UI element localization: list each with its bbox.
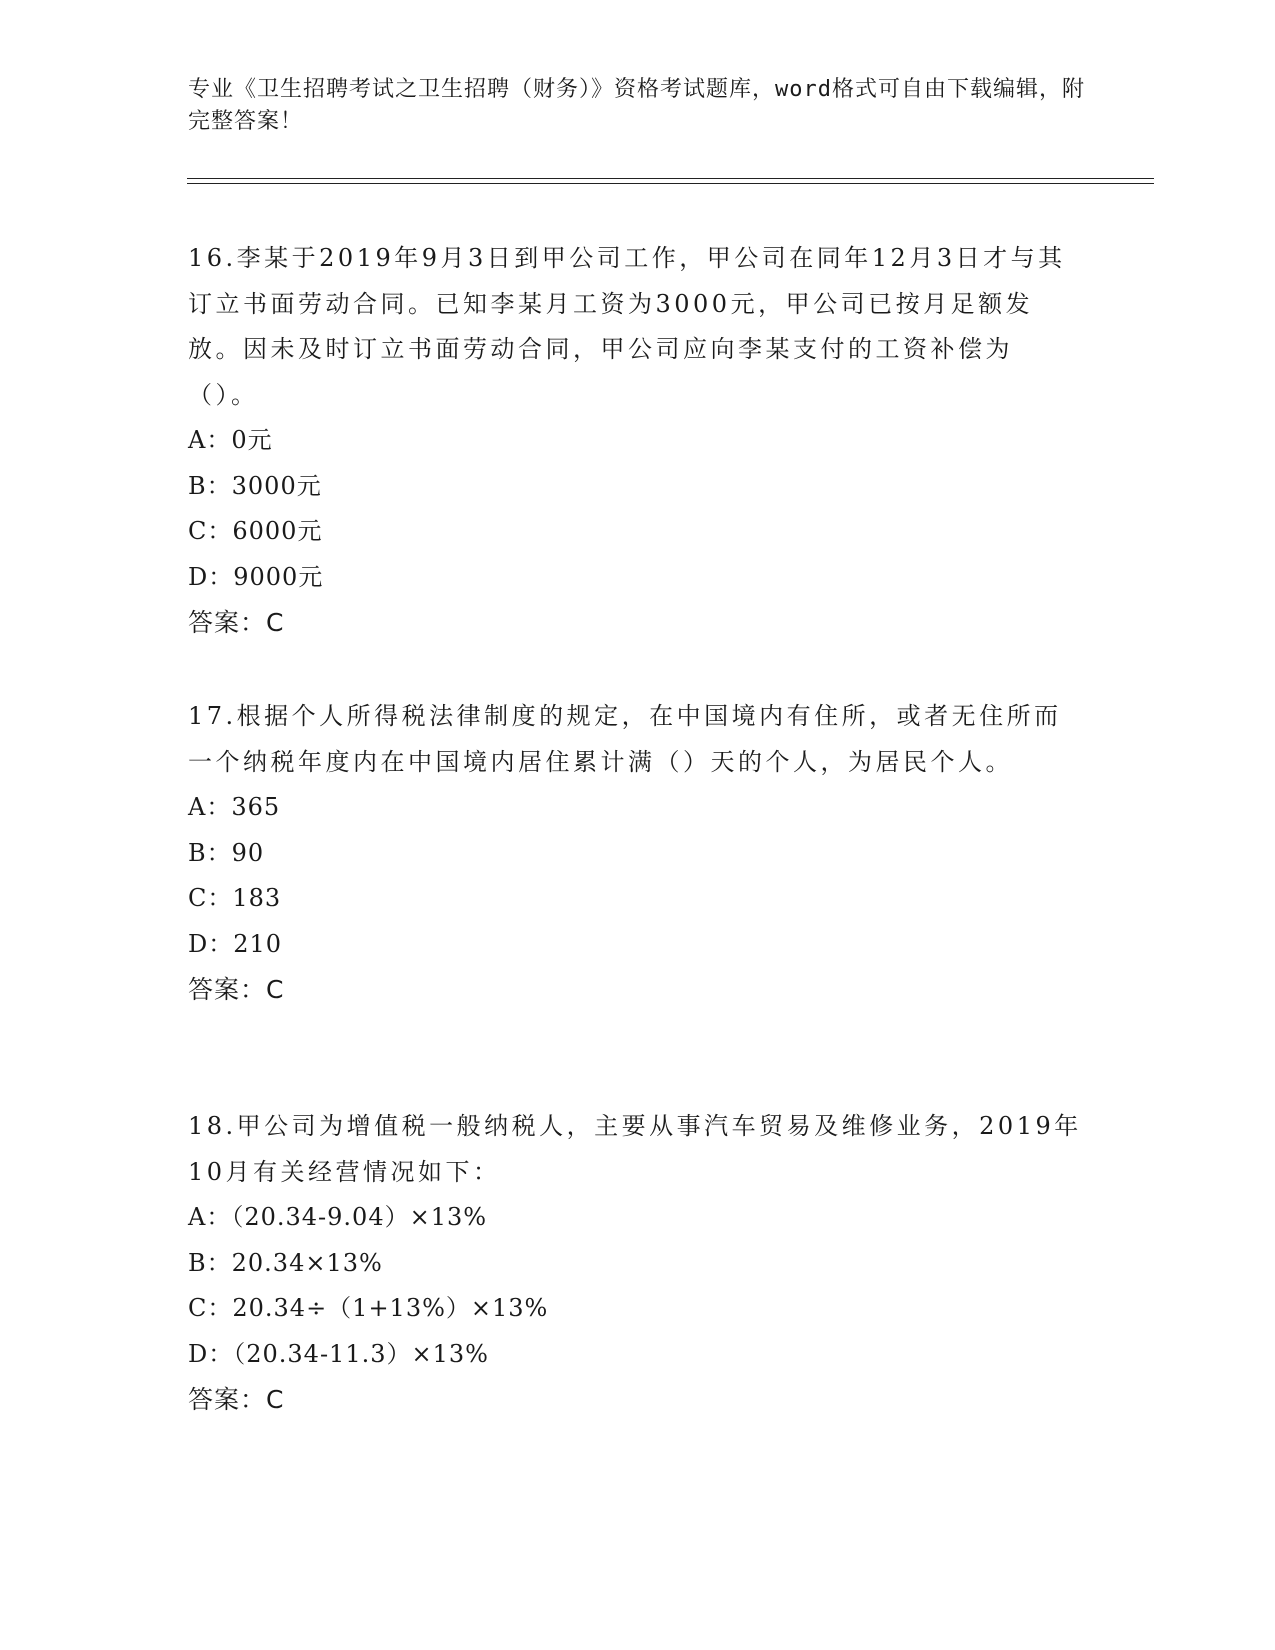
option-d: D：（20.34-11.3）×13%	[188, 1339, 489, 1368]
option-c: C：20.34÷（1+13%）×13%	[188, 1294, 549, 1322]
header-text: 专业《卫生招聘考试之卫生招聘（财务）》资格考试题库，word格式可自由下载编辑，附完整答案！	[188, 77, 1085, 134]
option-a: A：0元	[188, 426, 273, 454]
answer-line: 答案：C	[188, 1385, 285, 1414]
question-17	[188, 694, 1083, 1013]
answer-line: 答案：C	[188, 608, 285, 637]
answer-line: 答案：C	[188, 975, 285, 1004]
option-d: D：210	[188, 929, 283, 958]
option-c: C：183	[188, 884, 282, 912]
option-b: B：20.34×13%	[188, 1248, 383, 1277]
question-stem: 18.甲公司为增值税一般纳税人，主要从事汽车贸易及维修业务，2019年10月有关经营情况如下：	[188, 1112, 1082, 1186]
header-divider-top	[187, 178, 1154, 179]
option-a: A：365	[188, 793, 281, 821]
option-b: B：3000元	[188, 471, 322, 500]
question-18	[188, 1104, 1083, 1423]
question-stem: 16.李某于2019年9月3日到甲公司工作，甲公司在同年12月3日才与其订立书面劳动合同。已知李某月工资为3000元，甲公司已按月足额发放。因未及时订立书面劳动合同，甲公司应向李某支付的工资补偿为（）。	[188, 244, 1066, 409]
question-16	[188, 236, 1083, 646]
header-divider-bottom	[187, 183, 1154, 184]
option-a: A：（20.34-9.04）×13%	[188, 1203, 488, 1231]
document-header	[188, 74, 1088, 138]
option-b: B：90	[188, 838, 265, 867]
option-c: C：6000元	[188, 517, 323, 545]
question-stem: 17.根据个人所得税法律制度的规定，在中国境内有住所，或者无住所而一个纳税年度内在中国境内居住累计满（）天的个人，为居民个人。	[188, 702, 1062, 776]
option-d: D：9000元	[188, 562, 324, 591]
